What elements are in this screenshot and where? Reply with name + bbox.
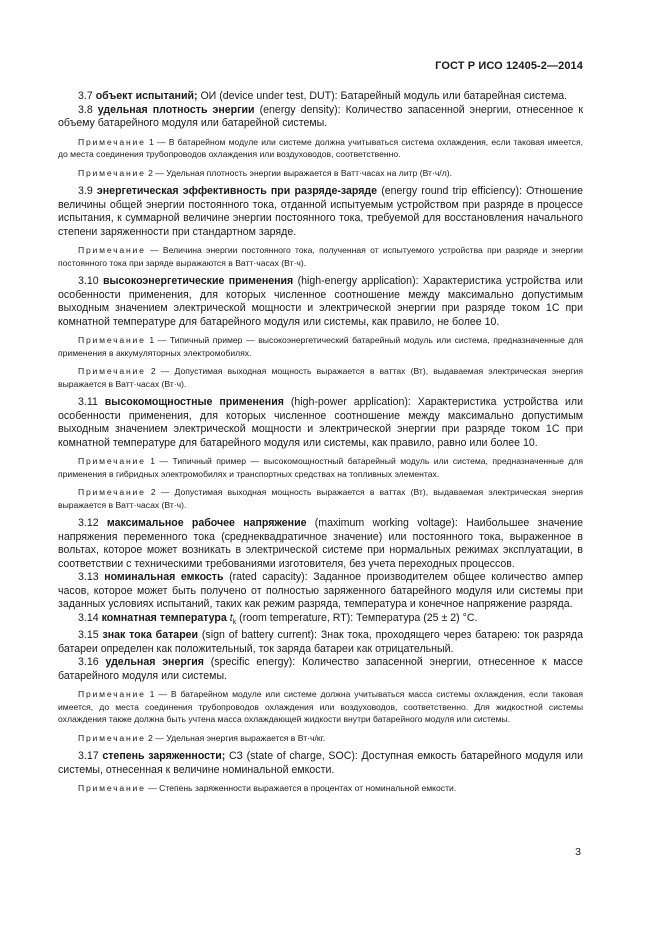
term-name: высокомощностные применения — [104, 396, 284, 408]
note-label: Примечание — [78, 167, 146, 178]
term-number: 3.17 — [78, 750, 99, 763]
term-number: 3.11 — [78, 396, 98, 408]
term-definition — [58, 185, 583, 239]
note-text: 1 — Типичный пример — высокомощностный батарейный модуль или система, предназначенные для применения в гибридных электромобилях и транспортных средствах на топливных элементах. — [58, 456, 583, 479]
note-label: Примечание — [78, 456, 146, 466]
term-number: 3.13 — [78, 571, 99, 583]
term-name: номинальная емкость — [104, 571, 224, 583]
note-text: 1 — Типичный пример — высокоэнергетический батарейный модуль или система, предназначенные для применения в аккумуляторных электромобилях. — [58, 335, 583, 358]
note-label: Примечание — [78, 689, 146, 700]
note-text: 2 — Удельная энергия выражается в Вт·ч/кг. — [145, 732, 326, 743]
note-label: Примечание — [78, 487, 146, 497]
term-number: 3.16 — [78, 656, 99, 669]
note — [58, 455, 583, 480]
term-number: 3.9 — [78, 185, 93, 197]
note-text: 1 — В батарейном модуле или системе должна учитываться масса системы охлаждения, если таковая имеется, до места соединения трубопроводов охлаждения или воздуховодов, соответственно. Для жидкостной системы охлаждения также должна быть учтена масса охлаждающей жидкости внутри батарейного модуля или системы. — [58, 689, 583, 725]
term-number: 3.12 — [78, 517, 99, 529]
term-text: (energy round trip efficiency): Отношение величины общей энергии постоянного тока, отданной испытуемым устройством при разряде в процессе испытания, к суммарной величине энергии постоянного тока, требуемой для восстановления начального степени заряженности при стандартном заряде. — [58, 185, 583, 238]
note-label: Примечание — [78, 335, 146, 345]
term-definition — [58, 104, 583, 131]
term-number: 3.15 — [78, 629, 99, 642]
term-text: ОИ (device under test, DUT): Батарейный модуль или батарейная система. — [197, 90, 568, 102]
note — [58, 486, 583, 511]
term-symbol: t — [229, 611, 233, 624]
note-text: 2 — Допустимая выходная мощность выражается в ваттах (Вт), выдаваемая электрическая энергия выражается в Ватт·часах (Вт·ч). — [58, 487, 583, 510]
note — [58, 167, 583, 180]
note-text: — Степень заряженности выражается в процентах от номинальной емкости. — [145, 783, 457, 794]
term-name: объект испытаний; — [95, 90, 198, 102]
term-definition — [58, 90, 583, 104]
note-text: 2 — Допустимая выходная мощность выражается в ваттах (Вт), выдаваемая электрическая энергия выражается в Ватт·часах (Вт·ч). — [58, 366, 583, 389]
term-text: (rated capacity): Заданное производителем общее количество ампер часов, которое может быть получено от полностью заряженного батарейного модуля или системы при заданных условиях испытаний, таких как режим разряда, температура и конечное напряжение разряда. — [58, 571, 583, 610]
term-definition — [58, 396, 583, 450]
note-text: 1 — В батарейном модуле или системе должна учитываться система охлаждения, если таковая имеется, до места соединения трубопроводов охлаждения или воздуховодов, соответственно. — [58, 136, 583, 159]
note-label: Примечание — [78, 245, 146, 255]
term-definition — [58, 612, 583, 630]
term-text: (high-energy application): Характеристика устройства или особенности применения, для которых численное соотношение между максимально допустимым выходным значением электрической мощности и электрической энергии при разряде током 1С при комнатной температуре для батарейного модуля или системы, как правило, не более 10. — [58, 275, 583, 328]
note-label: Примечание — [78, 783, 146, 794]
note-label: Примечание — [78, 732, 146, 743]
note — [58, 688, 583, 726]
term-definition — [58, 571, 583, 612]
term-number: 3.7 — [78, 90, 93, 102]
term-text: СЗ (state of charge, SOC): Доступная емкость батарейного модуля или системы, отнесенная к величине номинальной емкости. — [58, 750, 583, 776]
term-definition — [58, 517, 583, 571]
term-definition — [58, 750, 583, 777]
page-number: 3 — [575, 846, 581, 858]
term-symbol-subscript: k — [232, 618, 237, 626]
note-text: — Величина энергии постоянного тока, полученная от испытуемого устройства при разряде и энергии постоянного тока при заряде выражаются в Ватт·часах (Вт·ч). — [58, 245, 583, 268]
term-definition — [58, 275, 583, 329]
note — [58, 244, 583, 269]
term-name: удельная энергия — [105, 656, 204, 669]
term-name: энергетическая эффективность при разряде-заряде — [96, 185, 378, 197]
term-number: 3.8 — [78, 103, 93, 116]
term-text: (sign of battery current): Знак тока, проходящего через батарею: ток разряда батареи определен как положительный, ток заряда батареи как отрицательный. — [58, 629, 583, 655]
term-number: 3.10 — [78, 275, 99, 287]
term-number: 3.14 — [78, 611, 99, 624]
note — [58, 365, 583, 390]
term-text: (energy density): Количество запасенной энергии, отнесенное к объему батарейного модуля или батарейной системы. — [58, 103, 583, 129]
term-name: удельная плотность энергии — [97, 103, 255, 116]
term-text: (maximum working voltage): Наибольшее значение напряжения переменного тока (среднеквадратичное значение) или постоянного тока, выраженное в вольтах, которое может возникать в электрической системе при нормальных режимах эксплуатации, в соответствии с техническими требованиями изготовителя, без учета переходных процессов. — [58, 517, 583, 570]
note — [58, 782, 583, 795]
term-name: комнатная температура — [101, 611, 227, 624]
note-label: Примечание — [78, 136, 146, 147]
term-name: максимальное рабочее напряжение — [106, 517, 307, 529]
note — [58, 334, 583, 359]
page-content — [58, 90, 583, 801]
term-name: знак тока батареи — [102, 629, 199, 642]
document-id: ГОСТ Р ИСО 12405-2—2014 — [435, 60, 583, 72]
term-text: (specific energy): Количество запасенной энергии, отнесенное к массе батарейного модуля или системы. — [58, 656, 583, 682]
note — [58, 732, 583, 745]
note-text: 2 — Удельная плотность энергии выражается в Ватт·часах на литр (Вт·ч/л). — [145, 167, 452, 178]
note — [58, 136, 583, 161]
note-label: Примечание — [78, 366, 146, 376]
term-definition — [58, 629, 583, 656]
term-text: (high-power application): Характеристика устройства или особенности применения, для которых численное соотношение между максимально допустимым выходным значением электрической мощности и электрической энергии при разряде током 1С при комнатной температуре для батарейного модуля или системы, как правило, равно или более 10. — [58, 396, 583, 449]
term-definition — [58, 656, 583, 683]
term-text: (room temperature, RT): Температура (25 ± 2) °С. — [236, 611, 478, 624]
term-name: степень заряженности; — [102, 750, 226, 763]
term-name: высокоэнергетические применения — [102, 275, 294, 287]
